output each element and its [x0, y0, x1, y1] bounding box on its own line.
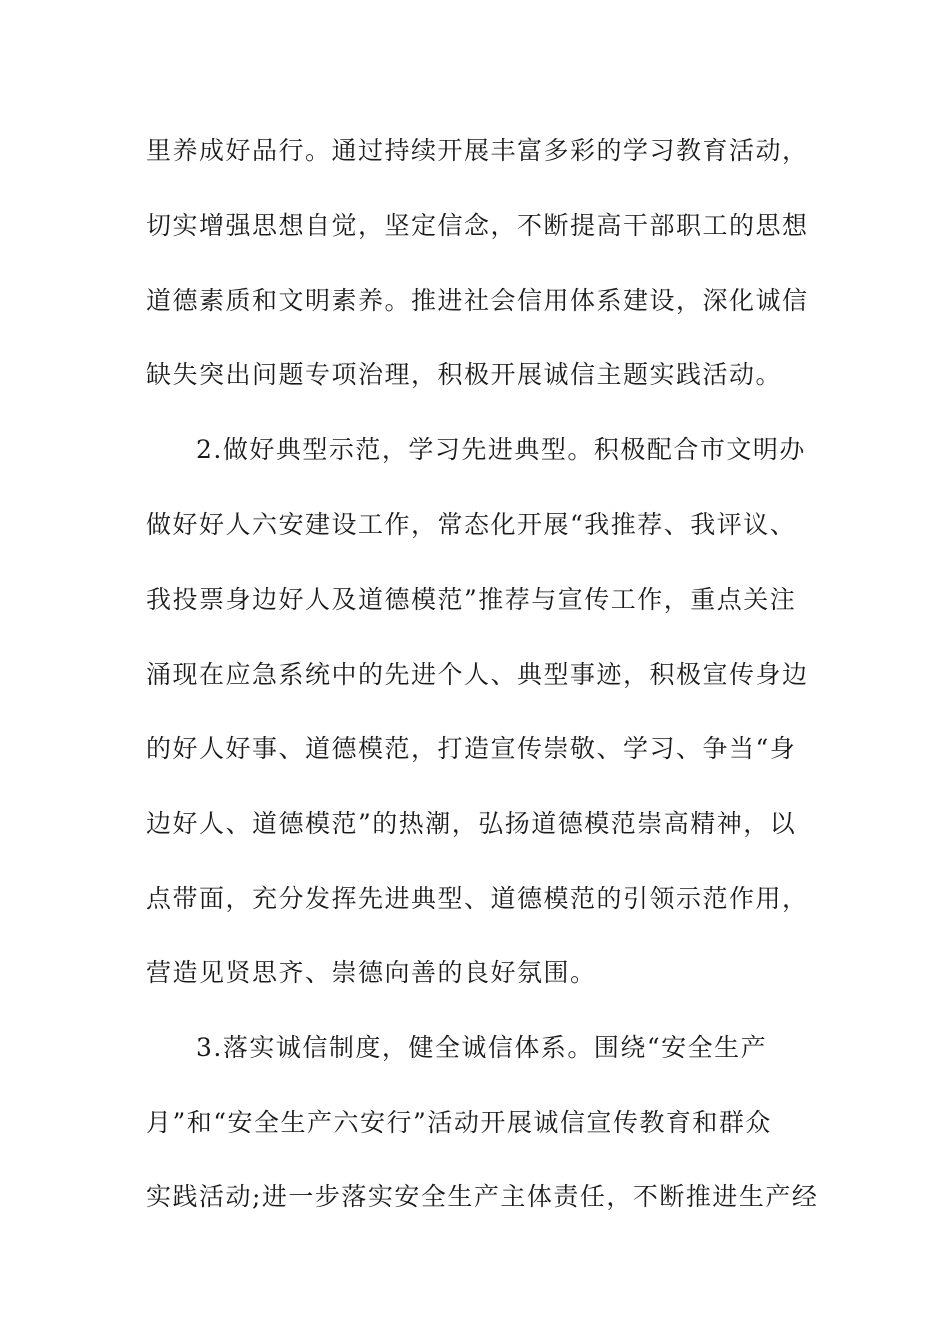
text-line: 道德素质和文明素养。推进社会信用体系建设，深化诚信	[146, 286, 809, 315]
text-line: 缺失突出问题专项治理，积极开展诚信主题实践活动。	[146, 360, 783, 389]
text-line: 月”和“安全生产六安行”活动开展诚信宣传教育和群众	[146, 1108, 772, 1137]
text-line: 边好人、道德模范”的热潮，弘扬道德模范崇高精神，以	[146, 809, 797, 838]
text-line: 涌现在应急系统中的先进个人、典型事迹，积极宣传身边	[146, 660, 809, 689]
text-line: 实践活动;进一步落实安全生产主体责任，不断推进生产经	[146, 1182, 819, 1211]
text-line: 我投票身边好人及道德模范”推荐与宣传工作，重点关注	[146, 585, 797, 614]
text-line: 做好好人六安建设工作，常态化开展“我推荐、我评议、	[146, 510, 797, 539]
text-line: 点带面，充分发挥先进典型、道德模范的引领示范作用，	[146, 884, 809, 913]
text-line: 营造见贤思齐、崇德向善的良好氛围。	[146, 958, 597, 987]
text-line: 切实增强思想自觉，坚定信念，不断提高干部职工的思想	[146, 211, 809, 240]
text-line: 里养成好品行。通过持续开展丰富多彩的学习教育活动，	[146, 136, 809, 165]
paragraph-start-line: 2.做好典型示范，学习先进典型。积极配合市文明办	[196, 435, 806, 464]
text-line: 的好人好事、道德模范，打造宣传崇敬、学习、争当“身	[146, 734, 797, 763]
paragraph-start-line: 3.落实诚信制度，健全诚信体系。围绕“安全生产	[196, 1033, 768, 1062]
